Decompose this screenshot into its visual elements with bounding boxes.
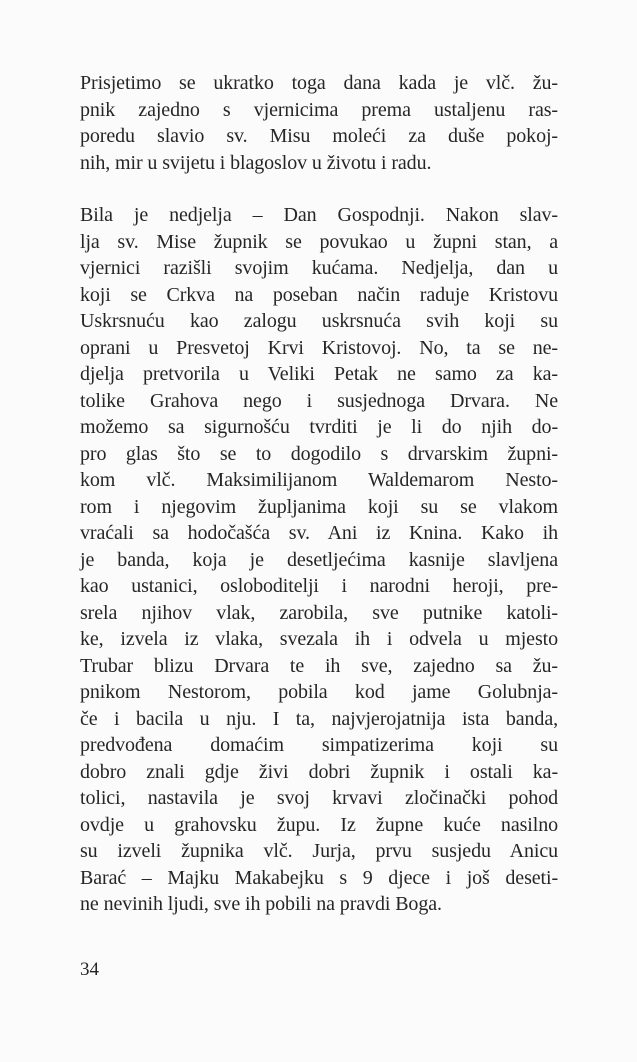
text-line: ke, izvela iz vlaka, svezala ih i odvela u mjesto (80, 628, 558, 650)
text-line: Prisjetimo se ukratko toga dana kada je vlč. žu- (80, 72, 558, 94)
text-line: kom vlč. Maksimilijanom Waldemarom Nesto- (80, 469, 558, 491)
text-line: Uskrsnuću kao zalogu uskrsnuća svih koji su (80, 310, 558, 332)
text-line: djelja pretvorila u Veliki Petak ne samo za ka- (80, 363, 558, 385)
text-line: pnikom Nestorom, pobila kod jame Golubnja- (80, 681, 558, 703)
text-line: srela njihov vlak, zarobila, sve putnike katoli- (80, 601, 558, 624)
text-line: je banda, koja je desetljećima kasnije slavljena (80, 548, 558, 571)
text-line: Barać – Majku Makabejku s 9 djece i još deseti- (80, 866, 558, 889)
text-line: koji se Crkva na poseban način raduje Kristovu (80, 283, 558, 306)
text-line: vraćali sa hodočašća sv. Ani iz Knina. Kako ih (80, 522, 558, 544)
text-line: nih, mir u svijetu i blagoslov u životu i radu. (80, 151, 432, 174)
text-line: pro glas što se to dogodilo s drvarskim župni- (80, 442, 558, 465)
paragraph (80, 70, 558, 176)
text-line: vjernici razišli svojim kućama. Nedjelja, dan u (80, 257, 558, 279)
text-line: su izveli župnika vlč. Jurja, prvu susjedu Anicu (80, 840, 558, 862)
page-text (80, 70, 558, 918)
text-line: poredu slavio sv. Misu moleći za duše pokoj- (80, 125, 558, 147)
paragraph (80, 202, 558, 918)
text-line: tolici, nastavila je svoj krvavi zločinački pohod (80, 787, 558, 809)
text-line: možemo sa sigurnošću tvrditi je li do njih do- (80, 416, 558, 438)
text-line: Trubar blizu Drvara te ih sve, zajedno sa žu- (80, 654, 558, 677)
text-line: rom i njegovim župljanima koji su se vlakom (80, 495, 558, 518)
text-line: kao ustanici, osloboditelji i narodni heroji, pre- (80, 575, 558, 597)
text-line: tolike Grahova nego i susjednoga Drvara. Ne (80, 389, 558, 412)
text-line: pnik zajedno s vjernicima prema ustaljenu ras- (80, 98, 558, 121)
text-line: ne nevinih ljudi, sve ih pobili na pravdi Boga. (80, 893, 442, 915)
text-line: lja sv. Mise župnik se povukao u župni stan, a (80, 230, 558, 253)
page-number: 34 (80, 959, 99, 980)
text-line: Bila je nedjelja – Dan Gospodnji. Nakon slav- (80, 204, 558, 226)
text-line: oprani u Presvetoj Krvi Kristovoj. No, ta se ne- (80, 336, 558, 359)
text-line: dobro znali gdje živi dobri župnik i ostali ka- (80, 760, 558, 783)
text-line: predvođena domaćim simpatizerima koji su (80, 734, 558, 756)
text-line: če i bacila u nju. I ta, najvjerojatnija ista banda, (80, 707, 558, 730)
text-line: ovdje u grahovsku župu. Iz župne kuće nasilno (80, 813, 558, 836)
